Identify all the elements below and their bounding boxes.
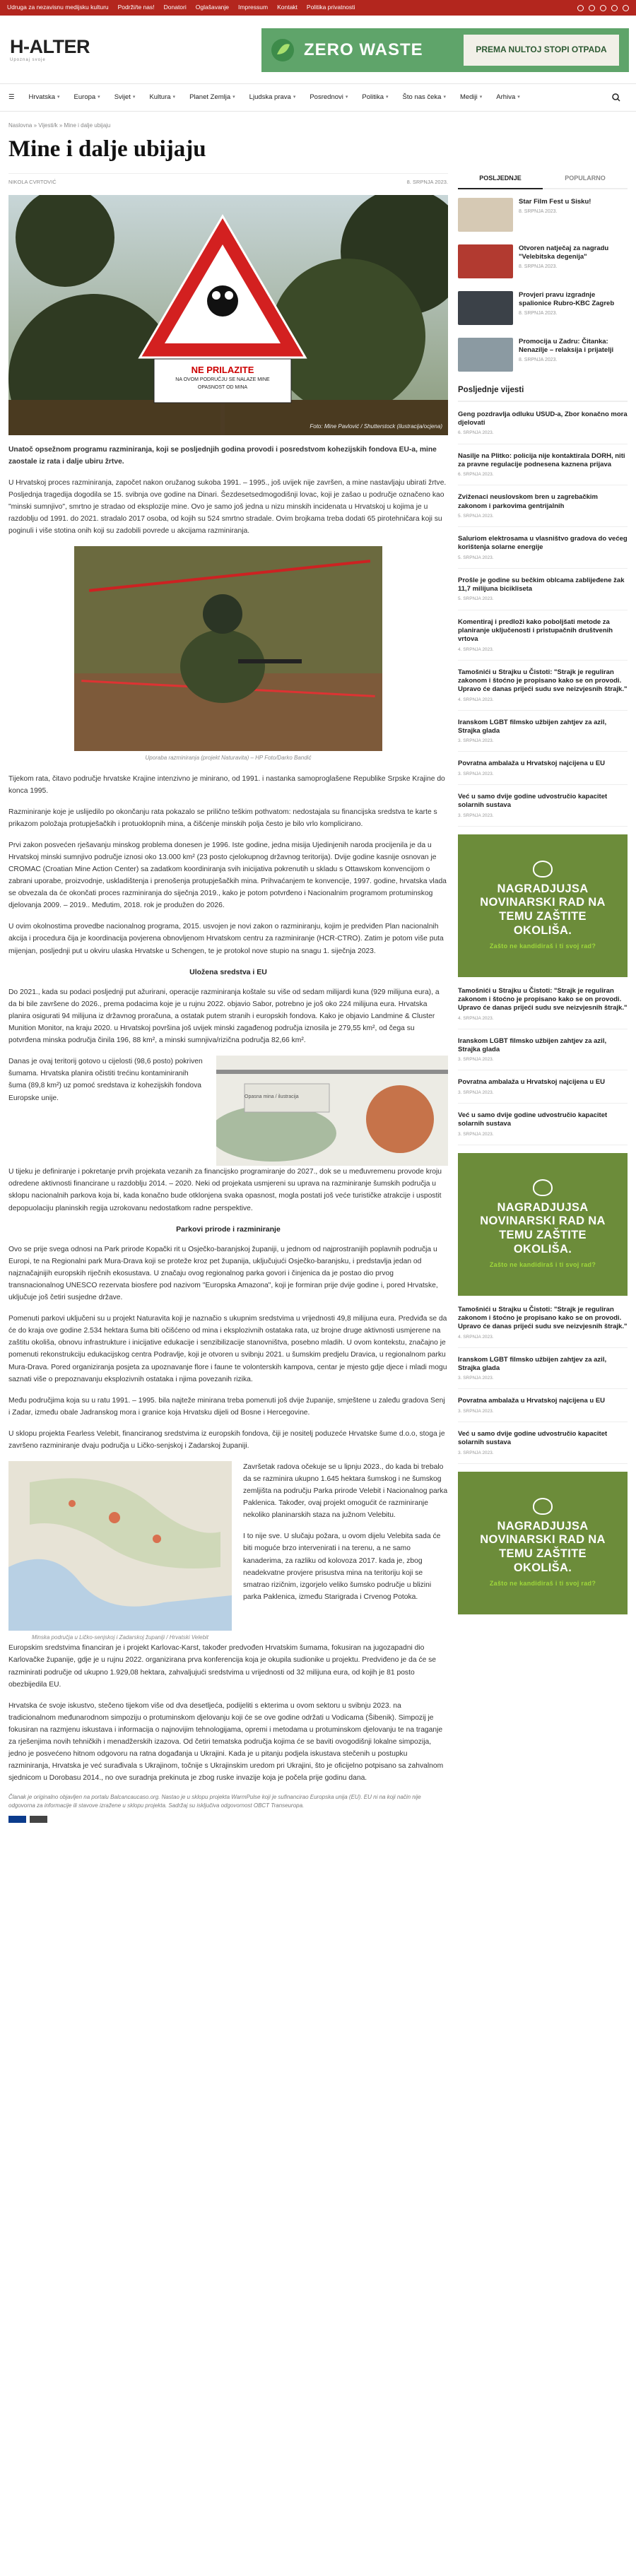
nav-item[interactable]: Hrvatska ▾: [28, 93, 60, 101]
popular-date: 8. SRPNJA 2023.: [519, 264, 558, 270]
popular-date: 8. SRPNJA 2023.: [519, 358, 558, 363]
nav-item[interactable]: Arhiva ▾: [496, 93, 520, 101]
deminer-photo: [74, 546, 382, 751]
news-title[interactable]: Tamošnići u Strajku u Čistoti: "Strajk je reguliran zakonom i štoćno je propisano kako se on provodi. Upravo će danas prijeći sudu sve neizvjesnih štrajk.": [458, 668, 628, 694]
news-date: 3. SRPNJA 2023.: [458, 771, 494, 776]
sidebar-tabs: [458, 170, 628, 189]
popular-item[interactable]: [458, 244, 628, 278]
news-title[interactable]: Iranskom LGBT filmsko užbijen zahtjev za azil, Strajka glada: [458, 1036, 607, 1054]
infographic-row: [8, 1056, 448, 1166]
nav-item[interactable]: Svijet ▾: [114, 93, 136, 101]
image-credit: Foto: Mine Pavlović / Shutterstock (ilustracija/ocjena): [310, 423, 442, 430]
article-paragraph: Tijekom rata, čitavo područje hrvatske Krajine intenzivno je minirano, od 1991. i nastanka samoproglašene Republike Srpske Krajine do konca 1995.: [8, 774, 445, 795]
sponsor-logos: [8, 1816, 448, 1823]
news-item[interactable]: [458, 793, 628, 827]
news-title[interactable]: Prošle je godine su bečkim oblcama zablijeđene žak 11,7 milijuna bicikliseta: [458, 576, 625, 593]
popular-thumbnail: [458, 338, 513, 372]
news-title[interactable]: Povratna ambalaža u Hrvatskoj najcijena u EU: [458, 1397, 606, 1405]
news-item[interactable]: [458, 1078, 628, 1103]
article-lead: Unatoč opsežnom programu razminiranja, koji se posljednjih godina provodi i posredstvom kohezijskih fondova EU-a, mine zaostale iz rata i dalje ubiru žrtve.: [8, 445, 437, 466]
facebook-icon[interactable]: [577, 5, 584, 11]
news-title[interactable]: Već u samo dvije godine udvostručio kapacitet solarnih sustava: [458, 792, 608, 810]
nav-item[interactable]: Kultura ▾: [149, 93, 176, 101]
news-date: 3. SRPNJA 2023.: [458, 1057, 494, 1063]
nav-item[interactable]: Europa ▾: [73, 93, 100, 101]
logo-tagline: Upoznaj svoje: [10, 57, 46, 62]
popular-item[interactable]: [458, 338, 628, 372]
map-image: [8, 1461, 232, 1631]
popular-date: 8. SRPNJA 2023.: [519, 311, 558, 317]
minefield-map: [8, 1461, 232, 1631]
top-bar: [0, 0, 636, 16]
news-date: 5. SRPNJA 2023.: [458, 596, 494, 602]
infographic-caption: Opasna mina / ilustracija: [245, 1094, 299, 1100]
article-paragraph: U ovim okolnostima provedbe nacionalnog programa, 2015. usvojen je novi zakon o razminiranju, kojim je predviđen Plan nacionalnih akcija i procedura čija je koordinacija povjerena obnovljenom Hrvatskom centru za razminiranje (HCR-CTRO). Zatim je potom više puta mijenjan, posljednji put u okviru ulaska Hrvatske u Schengen, te je protokol nove stupio na snagu 1. siječnja 2023.: [8, 923, 444, 955]
popular-title[interactable]: Promocija u Zadru: Čitanka: Nenazilje – relaksija i prijatelji: [519, 337, 614, 355]
article-paragraph: I to nije sve. U slučaju požara, u ovom dijelu Velebita sada će biti moguće brzo intervenirati i na terenu, a ne samo kanaderima, za razliku od kolovoza 2017. kada je, zbog neadekvatne provjere prisustva mina na teritoriju koji se smatrao rizičnim, izgorjelo veliko šumsko područje u blizini parka Paklenica, između Starigrada i Crvenog Potoka.: [243, 1532, 441, 1601]
article-paragraph: Završetak radova očekuje se u lipnju 2023., do kada bi trebalo da se razminira ukupno 1.645 hektara šumskog i ne šumskog zemljišta na području Parka prirode Velebit i Nacionalnog parka Paklenica. Također, ovaj projekt omogućit će razminiranje nekoliko planinarskih staza na južnom Velebitu.: [243, 1463, 448, 1520]
popular-date: 8. SRPNJA 2023.: [519, 209, 558, 215]
news-item[interactable]: [458, 577, 628, 610]
sidebar-ad-text: NAGRADJUJSA NOVINARSKI RAD NA TEMU ZAŠTITE OKOLIŠA.: [480, 882, 606, 938]
news-item[interactable]: [458, 760, 628, 784]
sidebar-ad[interactable]: [458, 1472, 628, 1614]
sign-line: NA OVOM PODRUČJU SE NALAZE MINE: [175, 377, 270, 382]
sidebar-ad-subtext: Zašto ne kandidiraš i ti svoj rad?: [489, 942, 596, 950]
article-paragraph: Ovo se prije svega odnosi na Park prirode Kopački rit u Osječko-baranjskoj županiji, u jednom od najprostranijih poplavnih područja u Europi, te na Regionalni park Mura-Drava koji se proteže kroz pet županija, uključujući Osječko-baranjsku, i predstavlja jedan od najznačajnijih europskih riječnih ekosustava. U značaju ovog regionalnog parka govori i činjenica da je postao dio prvog transnacionalnog UNESCO rezervata biosfere pod nazivom "Europska Amazona", koji je formiran prije dvije godine i, pored Hrvatske, uključuje još četiri susjedne države.: [8, 1245, 438, 1302]
news-title[interactable]: Komentiraj i predloži kako poboljšati metode za planiranje uključenosti i pristupačnih društvenih vrtova: [458, 618, 613, 644]
ad-banner-title: ZERO WASTE: [304, 40, 423, 60]
nav-item[interactable]: Mediji ▾: [459, 93, 483, 101]
sign-line: OPASNOST OD MINA: [197, 384, 248, 390]
news-item[interactable]: [458, 668, 628, 711]
topbar-link[interactable]: Podrži/te nas!: [117, 4, 155, 11]
mine-infographic: [216, 1056, 448, 1166]
social-icons: [577, 5, 629, 11]
popular-thumbnail: [458, 291, 513, 325]
news-item[interactable]: [458, 1430, 628, 1464]
news-date: 4. SRPNJA 2023.: [458, 1015, 494, 1021]
article-paragraph: Razminiranje koje je uslijedilo po okončanju rata pokazalo se prilično teškim pothvatom: nedostajala su financijska sredstva te karte s prikazom položaja protupješačkih i protuoklopnih mina, a čišćenje minskih polja često je bilo vrlo komplicirano.: [8, 808, 437, 828]
news-title[interactable]: Tamošnići u Strajku u Čistoti: "Strajk je reguliran zakonom i štoćno je propisano kako se on provodi. Upravo će danas prijeći sudu sve neizvjesnih štrajk.": [458, 1305, 628, 1331]
topbar-link[interactable]: Oglašavanje: [195, 4, 230, 11]
topbar-link[interactable]: Impressum: [238, 4, 269, 11]
news-title[interactable]: Povratna ambalaža u Hrvatskoj najcijena u EU: [458, 760, 606, 768]
popular-title[interactable]: Star Film Fest u Sisku!: [519, 197, 591, 206]
leaf-icon: [269, 36, 297, 64]
news-date: 3. SRPNJA 2023.: [458, 813, 494, 818]
news-title[interactable]: Nasilje na Plitko: policija nije kontaktirala DORH, niti za pravne regulacije podnesena kaznena prijava: [458, 451, 625, 468]
map-caption: Minska područja u Ličko-senjskoj i Zadarskoj županiji / Hrvatski Velebit: [31, 1634, 209, 1641]
menu-icon[interactable]: ☰: [8, 93, 15, 101]
ad-banner[interactable]: [261, 28, 629, 72]
popular-thumbnail: [458, 244, 513, 278]
article-author[interactable]: NIKOLA CVRTOVIĆ: [8, 179, 57, 186]
news-title[interactable]: Tamošnići u Strajku u Čistoti: "Strajk je reguliran zakonom i štoćno je propisano kako se on provodi. Upravo će danas prijeći sudu sve neizvjesnih štrajk.": [458, 986, 628, 1012]
article-paragraph: U sklopu projekta Fearless Velebit, financiranog sredstvima iz europskih fondova, čiji je nositelj poduzeće Hrvatske šume d.o.o, stoga je završeno razminiranje dvaju područja u Ličko-senjskoj i Zadarskoj županiji.: [8, 1429, 445, 1450]
news-item[interactable]: [458, 452, 628, 486]
sidebar-ad-text: NAGRADJUJSA NOVINARSKI RAD NA TEMU ZAŠTITE OKOLIŠA.: [480, 1200, 606, 1256]
article-title: Mine i dalje ubijaju: [8, 136, 206, 163]
news-title[interactable]: Saluriom elektrosama u vlasništvo gradova do većeg korištenja solarne energije: [458, 535, 628, 552]
sidebar-ad-text: NAGRADJUJSA NOVINARSKI RAD NA TEMU ZAŠTITE OKOLIŠA.: [480, 1519, 606, 1575]
popular-title[interactable]: Provjeri pravu izgradnje spalionice Rubro-KBC Zagreb: [519, 290, 615, 308]
article-paragraph: Pomenuti parkovi uključeni su u projekt Naturavita koji je naznačio s ukupnim sredstvima u vrijednosti 49,8 milijuna eura. Predviđa se da će do kraja ove godine 2.534 hektara šuma biti očišćeno od mina i eksplozivnih ostataka rata, uz brojne druge aktivnosti usmjerene na zaštitu okoliša, obnovu infrastrukture i inicijative edukacije i senzibilizacije stanovništva, posebno mladih. U ovom kontekstu, značajno je pomenuti rekonstrukciju edukacijskog centra Podravlje, koji je otvoren u svibnju 2021. u šumskim predjelu Dravica, u regionalnom parku Mura-Drava. Pored organiziranja posjeta za upoznavanje flore i faune te volonterskih kampova, centar je mjesto gdje djece i mladi mogu saznati više o prepoznavanju eksplozivnih ostataka i njima povezanih rizika.: [8, 1315, 447, 1383]
news-title[interactable]: Povratna ambalaža u Hrvatskoj najcijena u EU: [458, 1078, 606, 1087]
sidebar: [458, 112, 628, 1831]
nav-item[interactable]: Što nas čeka ▾: [402, 93, 446, 101]
tab-popular[interactable]: POPULARNO: [565, 175, 606, 182]
news-date: 4. SRPNJA 2023.: [458, 1334, 494, 1340]
news-item[interactable]: [458, 1356, 628, 1390]
nav-item[interactable]: Posrednovi ▾: [310, 93, 348, 101]
news-date: 4. SRPNJA 2023.: [458, 697, 494, 702]
eu-flag-icon: [8, 1816, 26, 1823]
deminer-image: [74, 546, 382, 751]
popular-title[interactable]: Otvoren natječaj za nagradu "Velebitska degenija": [519, 244, 609, 261]
news-item[interactable]: [458, 1306, 628, 1348]
latest-heading: Posljednje vijesti: [458, 384, 628, 402]
article: [8, 112, 448, 1831]
map-row: [8, 1461, 448, 1642]
sidebar-ad-subtext: Zašto ne kandidiraš i ti svoj rad?: [489, 1579, 596, 1587]
shield-icon: [533, 861, 553, 878]
article-paragraph: Do 2021., kada su podaci posljednji put ažurirani, operacije razminiranja koštale su više od sedam milijardi kuna (929 milijuna eura), a da bi bile završene do 2026., prema podacima koje je u rujnu 2022. objavio Sabor, potrebno je još oko 224 milijuna eura. Hrvatska planira osigurati 94 milijuna iz državnog proračuna, a ostatak putem stranih i europskih fondova. Kako je objavio Landmine & Cluster Munition Monitor, na kraju 2020. u Hrvatskoj površina još uvijek minski zagađenog područja iznosila je 279,55 km², od čega su potvrđena minska područja činila 196, 88 km², a minski sumnjiva/rizična područja 82,66 km².: [8, 988, 440, 1045]
article-date: 8. SRPNJA 2023.: [406, 179, 448, 186]
nav-item[interactable]: Planet Zemlja ▾: [189, 93, 235, 101]
article-paragraph: Među područjima koja su u ratu 1991. – 1995. bila najteže minirana treba pomenuti još dvije županije, smještene u zaleđu gradova Senj i Zadar, između obale Jadranskog mora i granice koja Hrvatsku dijeli od Bosne i Hercegovine.: [8, 1396, 445, 1417]
news-title[interactable]: Iranskom LGBT filmsko užbijen zahtjev za azil, Strajka glada: [458, 1355, 607, 1373]
news-date: 3. SRPNJA 2023.: [458, 738, 494, 744]
news-date: 3. SRPNJA 2023.: [458, 1376, 494, 1381]
sign-heading: NE PRILAZITE: [191, 364, 254, 375]
news-item[interactable]: [458, 535, 628, 569]
news-date: 4. SRPNJA 2023.: [458, 646, 494, 652]
shield-icon: [533, 1179, 553, 1196]
main-nav: [0, 83, 636, 112]
nav-item[interactable]: Ljudska prava ▾: [249, 93, 296, 101]
youtube-icon[interactable]: [611, 5, 618, 11]
section-heading: Parkovi prirode i razminiranje: [176, 1224, 281, 1234]
news-item[interactable]: [458, 618, 628, 661]
news-item[interactable]: [458, 987, 628, 1029]
news-date: 3. SRPNJA 2023.: [458, 1131, 494, 1137]
instagram-icon[interactable]: [600, 5, 606, 11]
shield-icon: [533, 1498, 553, 1515]
tab-latest[interactable]: POSLJEDNJE: [458, 170, 543, 189]
article-paragraph: Danas je ovaj teritorij gotovo u cijelosti (98,6 posto) pokriven šumama. Hrvatska planira očistiti trećinu kontaminiranih šuma (89,8 km²) uz pomoć sredstava iz kohezijskih fondova Europske unije.: [8, 1058, 203, 1102]
topbar-link[interactable]: Udruga za nezavisnu medijsku kulturu: [7, 4, 109, 11]
news-date: 5. SRPNJA 2023.: [458, 555, 494, 560]
topbar-link[interactable]: Donatori: [163, 4, 187, 11]
mine-warning-sign-image: [8, 195, 448, 435]
hero-image: [8, 195, 448, 435]
news-date: 3. SRPNJA 2023.: [458, 1408, 494, 1414]
news-title[interactable]: Zviženaci neuslovskom bren u zagrebačkim zakonom i parkovima gentrijalnih: [458, 493, 598, 510]
section-heading: Uložena sredstva i EU: [189, 967, 267, 976]
breadcrumb: Naslovna » Vijesti/k » Mine i dalje ubijaju: [8, 122, 111, 129]
popular-item[interactable]: [458, 198, 628, 232]
image-caption: Uporaba razminiranja (projekt Naturavita) – HP Foto/Darko Bandić: [145, 755, 312, 762]
partner-logo: [30, 1816, 47, 1823]
news-item[interactable]: [458, 493, 628, 527]
topbar-link[interactable]: Politika privatnosti: [306, 4, 355, 11]
news-item[interactable]: [458, 719, 628, 752]
nav-item[interactable]: Politika ▾: [362, 93, 389, 101]
news-item[interactable]: [458, 1397, 628, 1422]
topbar-link[interactable]: Kontakt: [277, 4, 298, 11]
news-date: 5. SRPNJA 2023.: [458, 513, 494, 519]
infographic-image: [216, 1056, 448, 1166]
news-date: 3. SRPNJA 2023.: [458, 1089, 494, 1095]
news-date: 3. SRPNJA 2023.: [458, 1450, 494, 1455]
site-logo[interactable]: H-ALTER Upoznaj svoje: [10, 35, 90, 62]
news-item[interactable]: [458, 1111, 628, 1145]
news-title[interactable]: Već u samo dvije godine udvostručio kapacitet solarnih sustava: [458, 1111, 608, 1128]
news-item[interactable]: [458, 1037, 628, 1071]
search-icon[interactable]: [605, 93, 628, 102]
brand-row: [0, 16, 636, 83]
ad-banner-subtitle: PREMA NULTOJ STOPI OTPADA: [464, 35, 619, 66]
article-paragraph: U tijeku je definiranje i pokretanje prvih projekata vezanih za financijsko programiranje do 2027., dok se u međuvremenu provode kroju odredene aktivnosti financirane u razdoblju 2014. – 2020. Neki od projekata usmjereni su uprava na razminiranje šumskih područja u sklopu nacionalnih parkova koja bi, kada konačno bude otklonjena svaka opasnost, mogla postati još veće turističke atrakcije i uspostit depopuolaciju planinskih regija uzrokovanu nedostatkom radne perspektive.: [8, 1168, 442, 1212]
sidebar-ad-subtext: Zašto ne kandidiraš i ti svoj rad?: [489, 1260, 596, 1268]
news-item[interactable]: [458, 410, 628, 444]
news-title[interactable]: Geng pozdravlja odluku USUD-a, Zbor konačno mora djelovati: [458, 410, 628, 427]
rss-icon[interactable]: [623, 5, 629, 11]
article-paragraph: U Hrvatskoj proces razminiranja, započet nakon oružanog sukoba 1991. – 1995., još uvijek nije završen, a mine nastavljaju ubirati žrtve. Posljednja tragedija dogodila se 15. svibnja ove godine na Dinari. Šezdesetsedmogodišnji lovac, koji je zašao u područje označeno kao "minski sumnjivo", smrtno je stradao od eksplozije mine. Ovo je samo još jedna u nizu minskih incidenata u Hrvatskoj u kojima je u razdoblju od 1991. do 2021. stradalo 2017 osoba, od kojih su 524 smrtno stradale. Ovim brojkama treba dodati 65 pirotehničara koji su poginuli i više stotina onih koji su zadobili povrede u akcijama razminiranja.: [8, 478, 447, 536]
article-paragraph: Europskim sredstvima financiran je i projekt Karlovac-Karst, također predvođen Hrvatskim šumama, fokusiran na jugozapadni dio Karlovačke županije, gdje je u rujnu 2022. organizirana prva konferencija koja je okupila sudionike u projektu. Predviđeno je da će se razminirati područje od ukupno 1.929,08 hektara, zahvaljujući sredstvima u vrijednosti od 32 milijuna eura, od kojih je 81 posto obezbijedila EU.: [8, 1644, 437, 1689]
article-footnote: Članak je originalno objavljen na portalu Balcancaucaso.org. Nastao je u sklopu projekta WarmPulse koji je sufinancirao Europska unija (EU). EU ni na koji način nije odgovorna za informacije ili stavove izražene u sklopu projekta. Sadržaj su isključiva odgovornost OBCT Transeuropa.: [8, 1794, 421, 1809]
sidebar-ad[interactable]: [458, 834, 628, 977]
news-date: 6. SRPNJA 2023.: [458, 472, 494, 478]
news-title[interactable]: Već u samo dvije godine udvostručio kapacitet solarnih sustava: [458, 1429, 608, 1447]
popular-item[interactable]: [458, 291, 628, 325]
twitter-icon[interactable]: [589, 5, 595, 11]
news-date: 6. SRPNJA 2023.: [458, 430, 494, 436]
article-paragraph: Hrvatska će svoje iskustvo, stečeno tijekom više od dva desetljeća, podijeliti s ekterima u ovom sektoru u svibnju 2023. na tradicionalnom međunarodnom simpoziju o protuminskom djelovanju koji će se ove godine održati u Vodicama (Šibenik). Simpozij je fokusiran na razmjenu iskustava i informacija o najnovijim tehnologijama, opremi i metodama u protuminskom djelovanju te na traganje za rješenjima novih tehničkih i menadžerskih izazova. Od četiri tematska područja kojima će se baviti ovogodišnji lokalne simpozija, jedno je posvećeno hitnom odgovoru na ratna događanja u Ukrajini. Kada je u pitanju podjela iskustava stečenih u postupku razminiranja, Hrvatska je već surađivala s Ukrajinom, točnije s Ukrajinskim uredom pri Ukrajini, što je oficijelno potpisano sa zahvalnom sjednicom u Dorobasu 2014., no ove suradnja prekinuta je zbog ruske invazije koja je počela prije godinu dana.: [8, 1701, 444, 1783]
sidebar-ad[interactable]: [458, 1153, 628, 1296]
article-paragraph: Prvi zakon posvećen rješavanju minskog problema donesen je 1996. Iste godine, jedna misija Ujedinjenih naroda procijenila je da u Hrvatskoj minski sumnjivo područje iznosi oko 13.000 km² (23 posto cjelokupnog državnog teritorija). Dvije godine kasnije osnovan je CROMAC (Croatian Mine Action Center) sa zadatkom koordiniranja svih inicijativa pokrenutih u skladu s Ottawskom konvencijom o zabrani uporabe, proizvodnje, uskladištenja i prenošenja protupješačkih mina. Prihvaćanjem te konvencije, 1997. godine, hrvatska vlada se obvezala da će okončati proces razminiranja do siječnja 2019., kako je potom potvrđeno i Nacionalnim programom protuminskog djelovanja 2009. – 2019.. Međutim, 2018. rok je produžen do 2026.: [8, 841, 447, 910]
article-meta: [8, 173, 448, 187]
news-title[interactable]: Iranskom LGBT filmsko užbijen zahtjev za azil, Strajka glada: [458, 718, 607, 735]
popular-thumbnail: [458, 198, 513, 232]
